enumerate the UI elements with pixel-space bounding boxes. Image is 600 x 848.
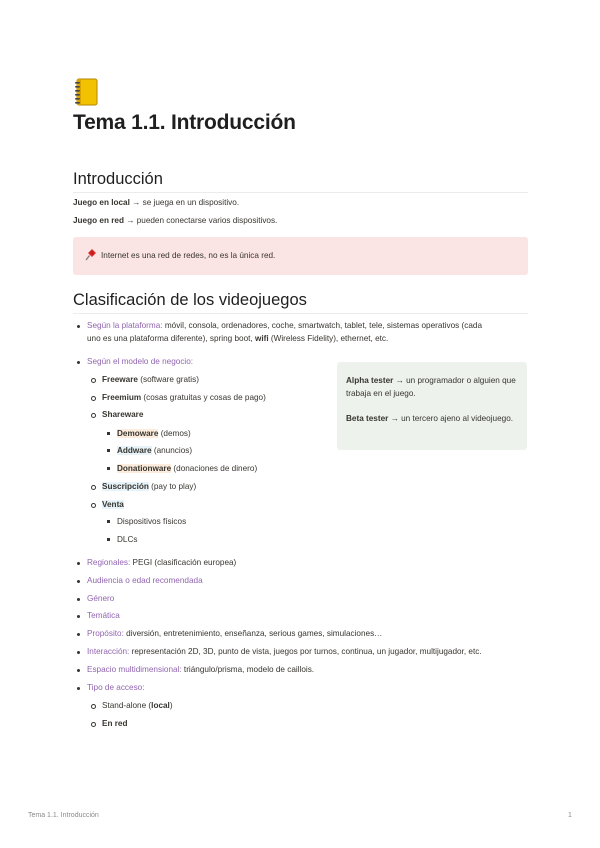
- term-wifi: wifi: [254, 334, 269, 343]
- bullet: [107, 467, 110, 470]
- bullet: [107, 432, 110, 435]
- list-item-freemium: Freemium (cosas gratuitas y cosas de pago): [102, 393, 266, 402]
- page-title: Tema 1.1. Introducción: [73, 111, 296, 134]
- term-local: Juego en local: [73, 198, 130, 207]
- list-item-platform: Según la plataforma: móvil, consola, ordenadores, coche, smartwatch, tablet, tele, sistemas operativos (cada: [87, 321, 483, 330]
- notebook-icon: [73, 78, 99, 106]
- side-note-beta: Beta tester → un tercero ajeno al videojuego.: [346, 414, 514, 423]
- list-item-space: Espacio multidimensional: triángulo/prisma, modelo de caillois.: [87, 665, 315, 674]
- footer-page-number: 1: [568, 812, 572, 819]
- list-item-theme: Temática: [87, 611, 120, 620]
- bullet: [77, 633, 80, 636]
- list-item-donationware: Donationware (donaciones de dinero): [117, 464, 258, 473]
- list-item-dlcs: DLCs: [117, 535, 138, 544]
- bullet: [77, 562, 80, 565]
- list-item-shareware: Shareware: [102, 410, 144, 419]
- list-item-access: Tipo de acceso:: [87, 683, 145, 692]
- list-item-regional: Regionales: PEGI (clasificación europea): [87, 558, 237, 567]
- list-item-freeware: Freeware (software gratis): [102, 375, 199, 384]
- list-item-platform-cont: uno es una plataforma diferente), spring boot, wifi (Wireless Fidelity), ethernet, etc.: [87, 334, 389, 343]
- list-item-purpose: Propósito: diversión, entretenimiento, enseñanza, serious games, simulaciones…: [87, 629, 383, 638]
- bullet: [77, 687, 80, 690]
- bullet: [91, 396, 96, 401]
- bullet: [107, 538, 110, 541]
- list-item-suscripcion: Suscripción (pay to play): [102, 482, 197, 491]
- bullet: [91, 503, 96, 508]
- bullet: [77, 615, 80, 618]
- bullet: [91, 485, 96, 490]
- list-item-venta: Venta: [102, 500, 124, 509]
- footer-title: Tema 1.1. Introducción: [28, 812, 99, 819]
- bullet: [107, 449, 110, 452]
- bullet: [91, 413, 96, 418]
- section-heading-classification: Clasificación de los videojuegos: [73, 291, 528, 314]
- bullet: [77, 361, 80, 364]
- bullet: [91, 722, 96, 727]
- list-item-demoware: Demoware (demos): [117, 429, 191, 438]
- bullet: [91, 378, 96, 383]
- list-item-dispositivos: Dispositivos físicos: [117, 517, 187, 526]
- callout-box: [73, 237, 528, 275]
- pushpin-icon: [83, 248, 97, 262]
- side-note-box: [337, 362, 527, 450]
- bullet: [91, 704, 96, 709]
- platform-label: Según la plataforma:: [87, 321, 163, 330]
- bullet: [77, 651, 80, 654]
- bullet: [77, 669, 80, 672]
- list-item-business: Según el modelo de negocio:: [87, 357, 194, 366]
- paragraph-local: Juego en local → se juega en un dispositivo.: [73, 198, 240, 207]
- side-note-alpha: Alpha tester → un programador o alguien que trabaja en el juego.: [346, 376, 516, 398]
- callout-text: Internet es una red de redes, no es la única red.: [101, 251, 276, 260]
- bullet: [77, 598, 80, 601]
- bullet: [107, 520, 110, 523]
- paragraph-red: Juego en red → pueden conectarse varios dispositivos.: [73, 216, 278, 225]
- bullet: [77, 325, 80, 328]
- list-item-interaction: Interacción: representación 2D, 3D, punto de vista, juegos por turnos, continua, un jugador, multijugador, etc.: [87, 647, 482, 656]
- section-heading-intro: Introducción: [73, 170, 528, 193]
- list-item-enred: En red: [102, 719, 128, 728]
- list-item-addware: Addware (anuncios): [117, 446, 193, 455]
- list-item-genre: Género: [87, 594, 115, 603]
- list-item-audience: Audiencia o edad recomendada: [87, 576, 203, 585]
- list-item-standalone: Stand-alone (local): [102, 701, 173, 710]
- bullet: [77, 580, 80, 583]
- term-red: Juego en red: [73, 216, 124, 225]
